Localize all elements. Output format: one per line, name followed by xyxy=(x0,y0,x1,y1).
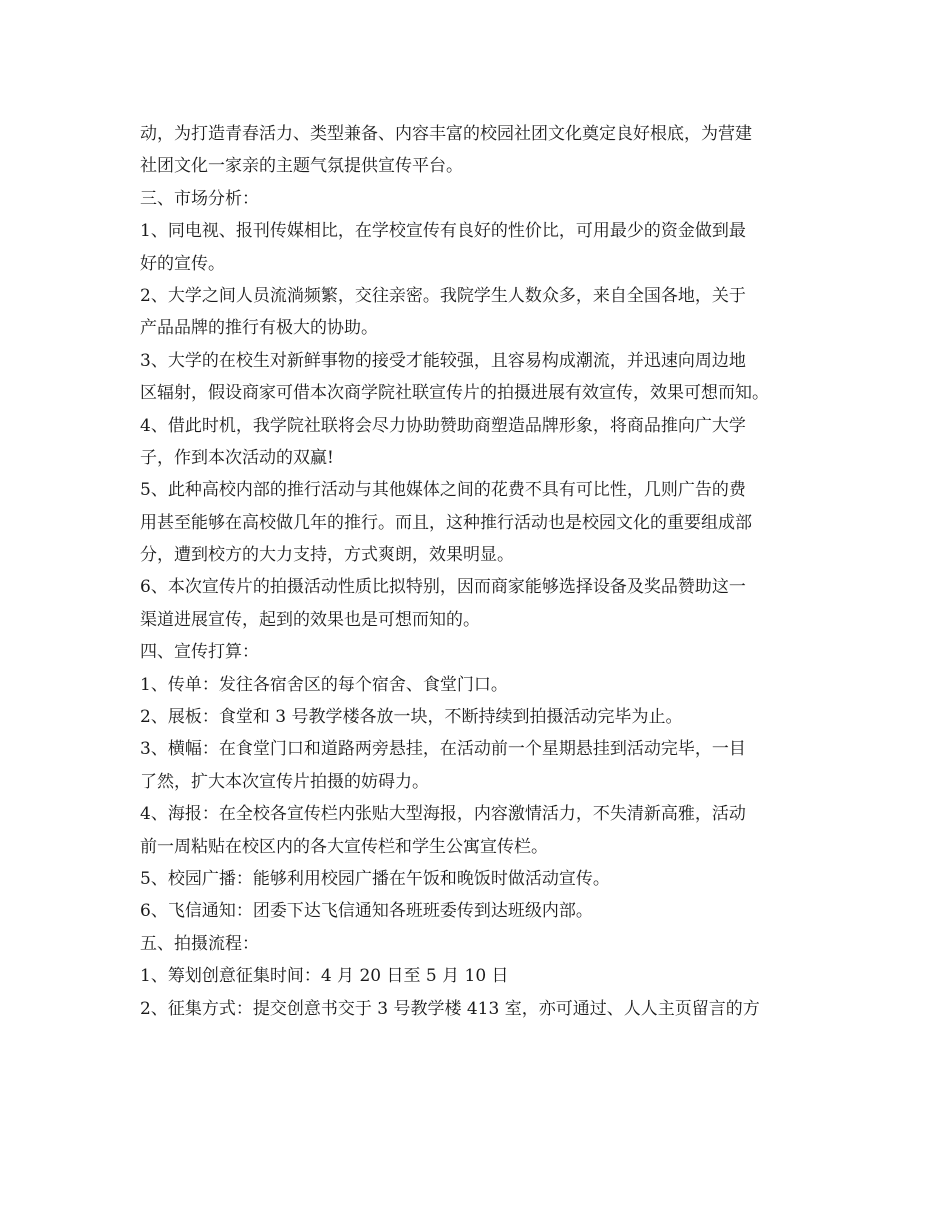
text-line: 3、横幅：在食堂门口和道路两旁悬挂，在活动前一个星期悬挂到活动完毕，一目 xyxy=(140,739,746,760)
text-line: 6、飞信通知：团委下达飞信通知各班班委传到达班级内部。 xyxy=(140,901,593,922)
text-line: 1、同电视、报刊传媒相比，在学校宣传有良好的性价比，可用最少的资金做到最 xyxy=(140,221,746,242)
section-heading-promotion-plan: 四、宣传打算： xyxy=(140,642,259,663)
text-line: 分，遭到校方的大力支持，方式爽朗，效果明显。 xyxy=(140,545,514,566)
document-page xyxy=(140,118,820,1025)
text-line: 子，作到本次活动的双赢! xyxy=(140,447,334,468)
text-line: 渠道进展宣传，起到的效果也是可想而知的。 xyxy=(140,609,480,630)
text-line: 3、大学的在校生对新鲜事物的接受才能较强，且容易构成潮流，并迅速向周边地 xyxy=(140,350,746,371)
text-line: 5、校园广播：能够利用校园广播在午饭和晚饭时做活动宣传。 xyxy=(140,868,610,889)
text-line: 了然，扩大本次宣传片拍摄的妨碍力。 xyxy=(140,771,429,792)
section-heading-market-analysis: 三、市场分析： xyxy=(140,188,259,209)
text-line: 2、征集方式：提交创意书交于 3 号教学楼 413 室，亦可通过、人人主页留言的方 xyxy=(140,998,760,1019)
text-line: 好的宣传。 xyxy=(140,253,225,274)
section-heading-shooting-process: 五、拍摄流程： xyxy=(140,933,259,954)
text-line: 1、传单：发往各宿舍区的每个宿舍、食堂门口。 xyxy=(140,674,508,695)
text-line: 用甚至能够在高校做几年的推行。而且，这种推行活动也是校园文化的重要组成部 xyxy=(140,512,752,533)
text-line: 区辐射，假设商家可借本次商学院社联宣传片的拍摄进展有效宣传，效果可想而知。 xyxy=(140,383,769,404)
text-line: 4、海报：在全校各宣传栏内张贴大型海报，内容激情活力，不失清新高雅，活动 xyxy=(140,804,746,825)
text-line: 1、筹划创意征集时间：4 月 20 日至 5 月 10 日 xyxy=(140,966,509,987)
text-line: 4、借此时机，我学院社联将会尽力协助赞助商塑造品牌形象，将商品推向广大学 xyxy=(140,415,746,436)
text-line: 社团文化一家亲的主题气氛提供宣传平台。 xyxy=(140,156,463,177)
text-line: 前一周粘贴在校区内的各大宣传栏和学生公寓宣传栏。 xyxy=(140,836,548,857)
text-line: 2、展板：食堂和 3 号教学楼各放一块，不断持续到拍摄活动完毕为止。 xyxy=(140,707,683,728)
text-line: 6、本次宣传片的拍摄活动性质比拟特别，因而商家能够选择设备及奖品赞助这一 xyxy=(140,577,746,598)
text-line: 2、大学之间人员流淌频繁，交往亲密。我院学生人数众多，来自全国各地，关于 xyxy=(140,285,746,306)
text-line: 5、此种高校内部的推行活动与其他媒体之间的花费不具有可比性，几则广告的费 xyxy=(140,480,746,501)
text-line: 动，为打造青春活力、类型兼备、内容丰富的校园社团文化奠定良好根底，为营建 xyxy=(140,124,752,144)
text-line: 产品品牌的推行有极大的协助。 xyxy=(140,318,378,339)
